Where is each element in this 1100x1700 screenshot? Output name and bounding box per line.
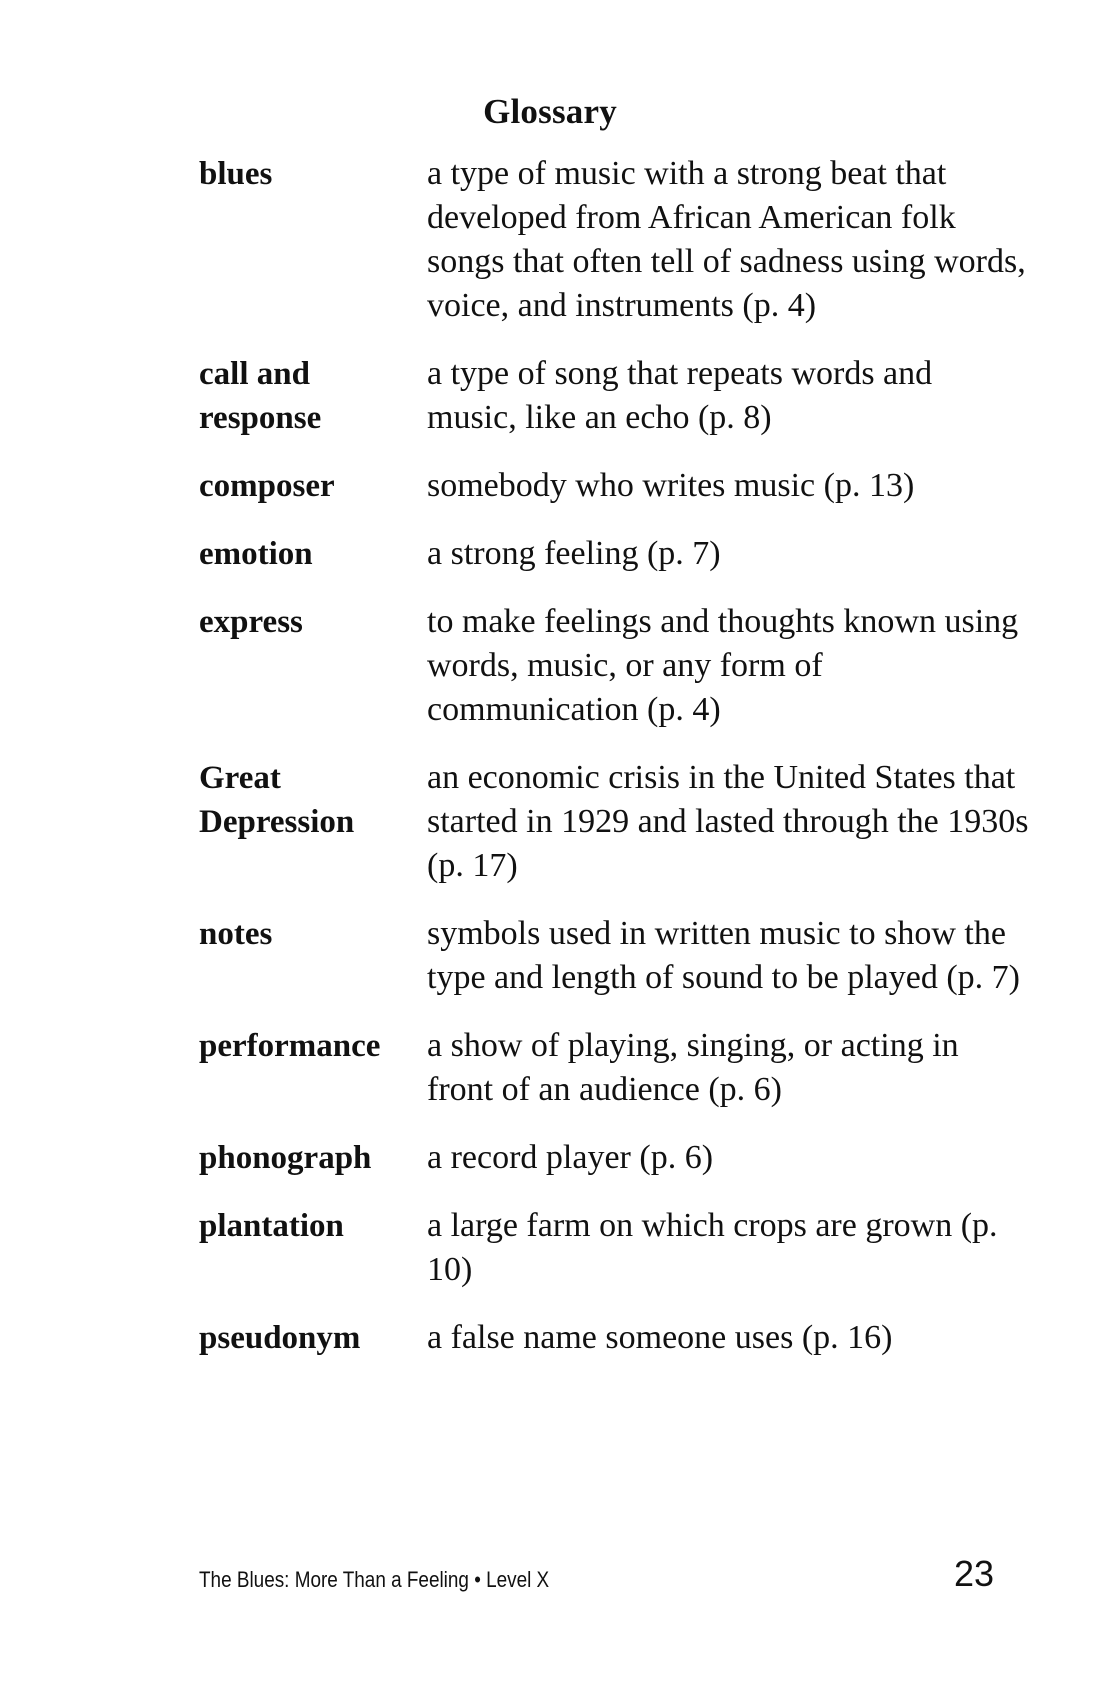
glossary-definition: a show of playing, singing, or acting in front of an audience (p. 6) <box>427 1027 959 1108</box>
glossary-term: emotion <box>199 536 313 572</box>
glossary-definition: a type of music with a strong beat that developed from African American folk songs that often tell of sadness using words, voice, and instruments (p. 4) <box>427 155 1026 324</box>
glossary-entry-great-depression <box>199 756 1029 888</box>
page-number: 23 <box>953 1553 994 1594</box>
glossary-definition: a record player (p. 6) <box>427 1139 714 1176</box>
glossary-term: Great Depression <box>199 760 355 840</box>
glossary-entry-composer <box>199 464 1029 508</box>
glossary-entry-blues <box>199 152 1029 328</box>
glossary-entry-pseudonym <box>199 1316 1029 1360</box>
glossary-term: composer <box>199 468 335 504</box>
footer-book-title: The Blues: More Than a Feeling • Level X <box>199 1567 550 1592</box>
page-title: Glossary <box>483 92 617 131</box>
glossary-term: performance <box>199 1028 381 1064</box>
glossary-term: pseudonym <box>199 1320 361 1356</box>
glossary-definition: a false name someone uses (p. 16) <box>427 1319 893 1356</box>
glossary-definition: a large farm on which crops are grown (p. 10) <box>427 1207 998 1288</box>
glossary-term: phonograph <box>199 1140 372 1176</box>
glossary-definition: to make feelings and thoughts known using words, music, or any form of communication (p. 4) <box>427 603 1019 728</box>
glossary-term: blues <box>199 156 273 192</box>
glossary-entry-performance <box>199 1024 1029 1112</box>
glossary-term: express <box>199 604 303 640</box>
glossary-definition: a type of song that repeats words and music, like an echo (p. 8) <box>427 355 933 436</box>
glossary-definition: a strong feeling (p. 7) <box>427 535 721 572</box>
glossary-term: call and response <box>199 356 322 436</box>
glossary-entry-plantation <box>199 1204 1029 1292</box>
glossary-term: notes <box>199 916 273 952</box>
glossary-entry-phonograph <box>199 1136 1029 1180</box>
glossary-term: plantation <box>199 1208 344 1244</box>
glossary-definition: symbols used in written music to show the type and length of sound to be played (p. 7) <box>427 915 1020 996</box>
glossary-definition: an economic crisis in the United States that started in 1929 and lasted through the 1930s (p. 17) <box>427 759 1029 884</box>
glossary-entry-call-and-response <box>199 352 1029 440</box>
glossary-entry-emotion <box>199 532 1029 576</box>
glossary-list <box>199 152 1029 1384</box>
glossary-definition: somebody who writes music (p. 13) <box>427 467 915 504</box>
glossary-entry-notes <box>199 912 1029 1000</box>
glossary-entry-express <box>199 600 1029 732</box>
